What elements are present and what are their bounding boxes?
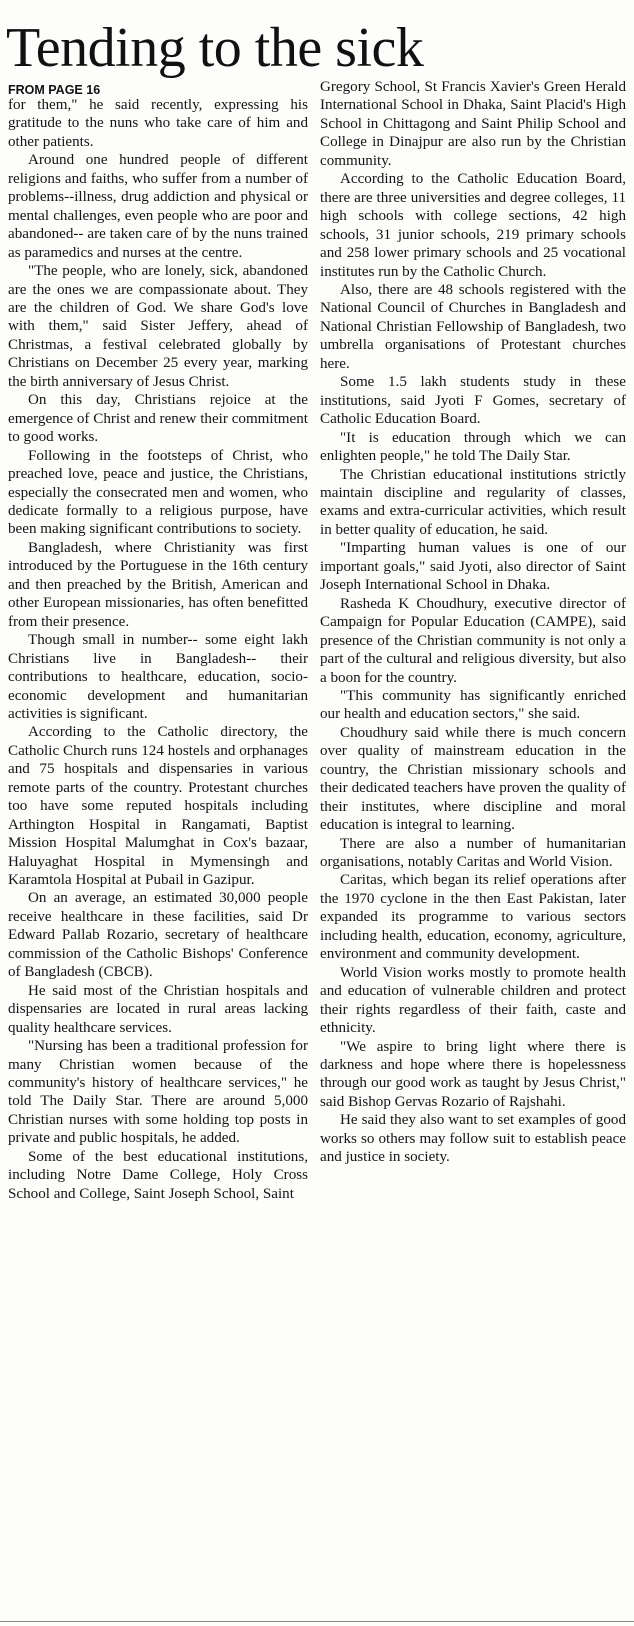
paragraph: for them," he said recently, expressing his gratitude to the nuns who take care of him and other patients. xyxy=(8,97,308,150)
paragraph: The Christian educational institutions strictly maintain discipline and regularity of classes, exams and extra-curricular activities, which result in better quality of education, he said. xyxy=(320,466,626,538)
paragraph: On an average, an estimated 30,000 people receive healthcare in these facilities, said Dr Edward Pallab Rozario, secretary of healthcare commission of the Catholic Bishops' Conference of Bangladesh (CBCB). xyxy=(8,890,308,981)
paragraph: "We aspire to bring light where there is darkness and hope where there is hopelessness through our good work as taught by Jesus Christ," said Bishop Gervas Rozario of Rajshahi. xyxy=(320,1038,626,1110)
paragraph: "Nursing has been a traditional profession for many Christian women because of the community's history of healthcare services," he told The Daily Star. There are around 5,000 Christian nurses with some holding top posts in private and public hospitals, he added. xyxy=(8,1038,308,1147)
paragraph: According to the Catholic directory, the Catholic Church runs 124 hostels and orphanages and 75 hospitals and dispensaries in various remote parts of the country. Protestant churches too have some reputed hospitals including Arthington Hospital in Rangamati, Baptist Mission Hospital Malumghat in Cox's bazaar, Haluyaghat Hospital in Mymensingh and Karamtola Hospital at Pubail in Gazipur. xyxy=(8,724,308,889)
paragraph: "It is education through which we can enlighten people," he told The Daily Star. xyxy=(320,429,626,465)
paragraph: Following in the footsteps of Christ, who preached love, peace and justice, the Christians, especially the consecrated men and women, who dedicate formally to a religious purpose, have been making significant contributions to society. xyxy=(8,447,308,538)
paragraph: Caritas, which began its relief operations after the 1970 cyclone in the then East Pakistan, later expanded its programme to various sectors including health, education, economy, agriculture, environment and community development. xyxy=(320,872,626,963)
paragraph: Choudhury said while there is much concern over quality of mainstream education in the country, the Christian missionary schools and their dedicated teachers have proven the quality of their institutes, where discipline and moral education is integral to learning. xyxy=(320,724,626,834)
paragraph: There are also a number of humanitarian organisations, notably Caritas and World Vision. xyxy=(320,835,626,871)
paragraph: Some of the best educational institutions, including Notre Dame College, Holy Cross School and College, Saint Joseph School, Saint xyxy=(8,1148,308,1202)
paragraph: World Vision works mostly to promote health and education of vulnerable children and protect their rights regardless of their faith, caste and ethnicity. xyxy=(320,964,626,1037)
paragraph: "The people, who are lonely, sick, abandoned are the ones we are compassionate about. They are the children of God. We share God's love with them," said Sister Jeffery, ahead of Christmas, a festival celebrated globally by Christians on December 25 every year, marking the birth anniversary of Jesus Christ. xyxy=(8,263,308,390)
paragraph: Rasheda K Choudhury, executive director of Campaign for Popular Education (CAMPE), said presence of the Christian community is not only a part of the cultural and religious diversity, but also a boon for the country. xyxy=(320,595,626,686)
paragraph: Though small in number-- some eight lakh Christians live in Bangladesh-- their contributions to healthcare, education, socio-economic development and humanitarian activities is significant. xyxy=(8,632,308,722)
paragraph: According to the Catholic Education Board, there are three universities and degree colleges, 11 high schools with college sections, 42 high schools, 31 junior schools, 219 primary schools and 258 lower primary schools and 25 vocational institutes run by the Catholic Church. xyxy=(320,171,626,280)
paragraph: On this day, Christians rejoice at the emergence of Christ and renew their commitment to good works. xyxy=(8,392,308,446)
paragraph: He said they also want to set examples of good works so others may follow suit to establish peace and justice in society. xyxy=(320,1112,626,1166)
paragraph: He said most of the Christian hospitals and dispensaries are located in rural areas lacking quality healthcare services. xyxy=(8,982,308,1036)
bottom-rule xyxy=(0,1621,634,1622)
article-column-right xyxy=(320,78,626,1167)
article-column-left xyxy=(8,96,308,1203)
paragraph: Gregory School, St Francis Xavier's Green Herald International School in Dhaka, Saint Placid's High School in Chittagong and Saint Philip School and College in Dinajpur are also run by the Christian community. xyxy=(320,79,626,169)
paragraph: "This community has significantly enriched our health and education sectors," she said. xyxy=(320,687,626,723)
paragraph: Also, there are 48 schools registered with the National Council of Churches in Bangladesh and National Christian Fellowship of Bangladesh, two umbrella organisations of Protestant churches here. xyxy=(320,281,626,372)
continued-from-label: FROM PAGE 16 xyxy=(8,83,101,97)
headline: Tending to the sick xyxy=(6,17,424,79)
paragraph: "Imparting human values is one of our important goals," said Jyoti, also director of Saint Joseph International School in Dhaka. xyxy=(320,540,626,594)
paragraph: Around one hundred people of different religions and faiths, who suffer from a number of problems--illness, drug addiction and physical or mental challenges, even people who are poor and abandoned-- are taken care of by the nuns trained as paramedics and nurses at the centre. xyxy=(8,152,308,261)
paragraph: Bangladesh, where Christianity was first introduced by the Portuguese in the 16th century and then preached by the British, American and other European missionaries, has often benefitted from their presence. xyxy=(8,539,308,630)
paragraph: Some 1.5 lakh students study in these institutions, said Jyoti F Gomes, secretary of Catholic Education Board. xyxy=(320,374,626,428)
